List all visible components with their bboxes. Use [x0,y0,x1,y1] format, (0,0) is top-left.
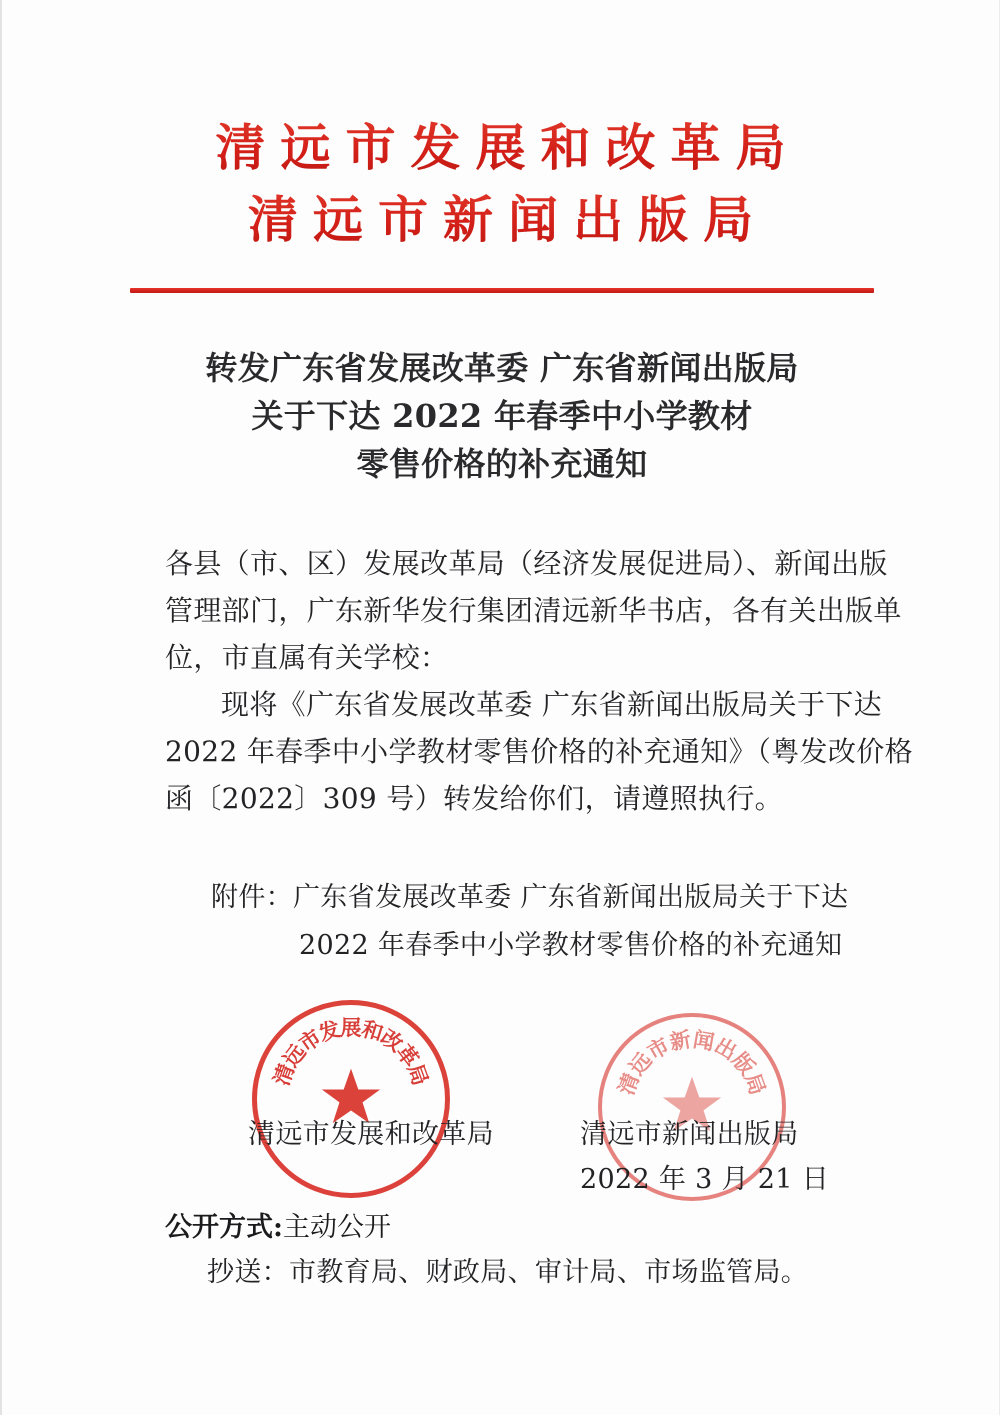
disclosure-value: 主动公开 [282,1212,391,1243]
disclosure-separator: : [273,1212,283,1243]
letterhead-line-1: 清远市发展和改革局 [2,112,999,184]
title-line-3: 零售价格的补充通知 [356,445,648,483]
attachment-line-2: 2022 年春季中小学教材零售价格的补充通知 [299,930,843,961]
title-line-1: 转发广东省发展改革委 广东省新闻出版局 [205,349,799,387]
seal-ring-text-right: 清 远 市 新 闻 出 版 局 [613,1026,771,1099]
seal-ring-text-left: 清 远 市 发 展 和 改 革 局 [268,1015,434,1089]
signature-org-left: 清远市发展和改革局 [248,1119,494,1150]
title-line-2: 关于下达 2022 年春季中小学教材 [251,397,753,435]
signature-date: 2022 年 3 月 21 日 [580,1164,830,1195]
cc-recipients: 抄送：市教育局、财政局、审计局、市场监管局。 [207,1257,809,1288]
official-seal-development-reform [252,1000,450,1198]
addressee-line-3: 位，市直属有关学校： [165,641,449,674]
disclosure-method [165,1206,873,1250]
document-title [132,344,872,488]
disclosure-label: 公开方式 [165,1212,273,1243]
addressee-line-1: 各县（市、区）发展改革局（经济发展促进局）、新闻出版 [165,547,888,580]
addressee-line-2: 管理部门，广东新华发行集团清远新华书店，各有关出版单 [165,594,902,627]
attachment-line-1: 附件：广东省发展改革委 广东省新闻出版局关于下达 [211,882,849,913]
letterhead [2,112,999,256]
attachment-block [165,874,873,970]
footer-block [165,1206,873,1296]
red-separator-rule [130,288,874,293]
paragraph-line-2: 2022 年春季中小学教材零售价格的补充通知》（粤发改价格 [165,735,913,768]
paragraph-line-3: 函〔2022〕309 号）转发给你们，请遵照执行。 [165,782,784,815]
paragraph-line-1: 现将《广东省发展改革委 广东省新闻出版局关于下达 [221,688,882,721]
letterhead-line-2: 清远市新闻出版局 [2,184,999,256]
signature-org-right: 清远市新闻出版局 [580,1119,799,1150]
document-body [165,540,913,822]
